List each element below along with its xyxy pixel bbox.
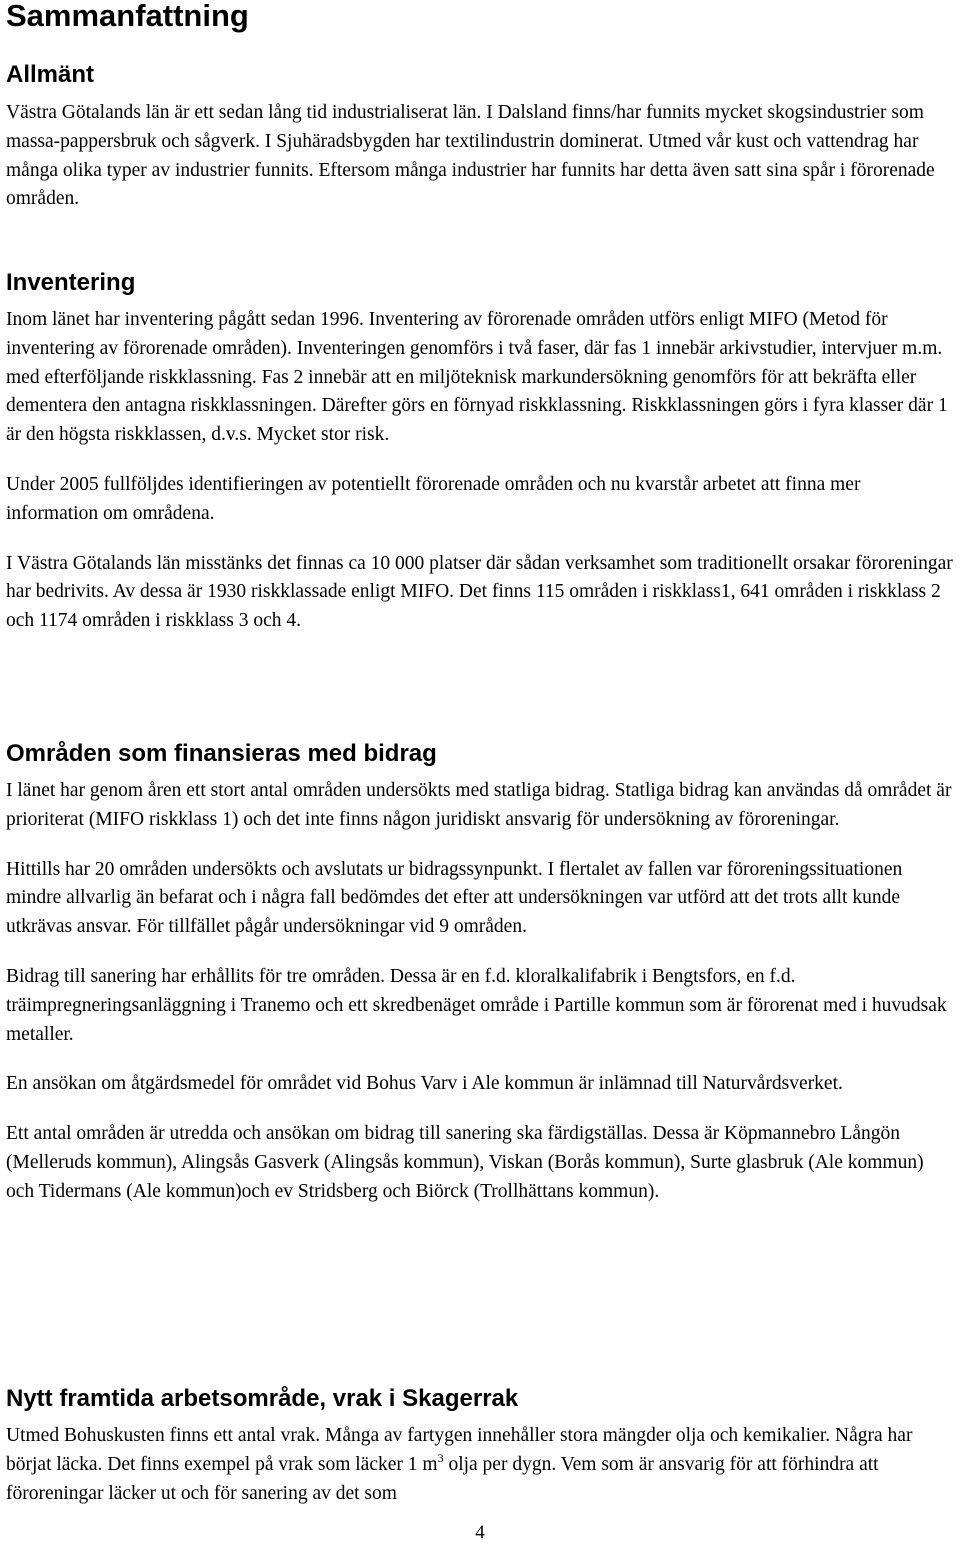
paragraph: Under 2005 fullföljdes identifieringen av potentiellt förorenade områden och nu kvarstår arbetet att finna mer information om områdena. bbox=[6, 473, 861, 524]
text-span: olja per dygn. Vem som är ansvarig för att förhindra att föroreningar läcker ut och för sanering av det som bbox=[6, 1453, 879, 1504]
paragraph: I Västra Götalands län misstänks det finnas ca 10 000 platser där sådan verksamhet som traditionellt orsakar föroreningar har bedrivits. Av dessa är 1930 riskklassade enligt MIFO. Det finns 115 områden i riskklass1, 641 områden i riskklass 2 och 1174 områden i riskklass 3 och 4. bbox=[6, 552, 953, 632]
paragraph: Ett antal områden är utredda och ansökan om bidrag till sanering ska färdigställas. Dessa är Köpmannebro Långön (Melleruds kommun), Alingsås Gasverk (Alingsås kommun), Viskan (Borås kommun), Surte glasbruk (Ale kommun) och Tidermans (Ale kommun)och ev Stridsberg och Biörck (Trollhättans kommun). bbox=[6, 1123, 924, 1202]
paragraph: Bidrag till sanering har erhållits för tre områden. Dessa är en f.d. kloralkalifabrik i Bengtsfors, en f.d. träimpregneringsanläggning i Tranemo och ett skredbenäget område i Partille kommun som är förorenat med i huvudsak metaller. bbox=[6, 965, 947, 1045]
paragraph: Västra Götalands län är ett sedan lång tid industrialiserat län. I Dalsland finns/har funnits mycket skogsindustrier som massa-pappersbruk och sågverk. I Sjuhäradsbygden har textilindustrin dominerat. Utmed vår kust och vattendrag har många olika typer av industrier funnits. Eftersom många industrier har funnits har detta även satt sina spår i förorenade områden. bbox=[6, 102, 935, 210]
paragraph: I länet har genom åren ett stort antal områden undersökts med statliga bidrag. Statliga bidrag kan användas då området är prioriterat (MIFO riskklass 1) och det inte finns någon juridiskt ansvarig för undersökning av föroreningar. bbox=[6, 780, 952, 830]
paragraph: Hittills har 20 områden undersökts och avslutats ur bidragssynpunkt. I flertalet av fallen var föroreningssituationen mindre allvarlig än befarat och i några fall bedömdes det efter att undersökningen var utförd att det trots allt kunde utkrävas ansvar. För tillfället pågår undersökningar vid 9 områden. bbox=[6, 858, 903, 938]
paragraph: Inom länet har inventering pågått sedan 1996. Inventering av förorenade områden utförs enligt MIFO (Metod för inventering av förorenade områden). Inventeringen genomförs i två faser, där fas 1 innebär arkivstudier, intervjuer m.m. med efterföljande riskklassning. Fas 2 innebär att en miljöteknisk markundersökning genomförs för att bekräfta eller dementera den antagna riskklassningen. Därefter görs en förnyad riskklassning. Riskklassningen görs i fyra klasser där 1 är den högsta riskklassen, d.v.s. Mycket stor risk. bbox=[6, 309, 948, 446]
page-title: Sammanfattning bbox=[6, 0, 249, 33]
section-inventering bbox=[6, 268, 954, 636]
section-vrak bbox=[6, 1384, 954, 1508]
paragraph bbox=[6, 1422, 954, 1508]
section-heading-allmant: Allmänt bbox=[6, 61, 95, 88]
section-heading-bidrag: Områden som finansieras med bidrag bbox=[6, 740, 437, 767]
section-heading-vrak: Nytt framtida arbetsområde, vrak i Skagerrak bbox=[6, 1385, 519, 1412]
section-heading-inventering: Inventering bbox=[6, 269, 136, 296]
page-number: 4 bbox=[475, 1522, 485, 1543]
section-allmant bbox=[6, 60, 954, 214]
superscript: 3 bbox=[437, 1450, 444, 1465]
text-span: Utmed Bohuskusten finns ett antal vrak. Många av fartygen innehåller stora mängder olja och kemikalier. Några har börjat läcka. Det finns exempel på vrak som läcker 1 m bbox=[6, 1425, 913, 1475]
paragraph: En ansökan om åtgärdsmedel för området vid Bohus Varv i Ale kommun är inlämnad till Naturvårdsverket. bbox=[6, 1073, 843, 1095]
section-bidrag bbox=[6, 739, 954, 1207]
